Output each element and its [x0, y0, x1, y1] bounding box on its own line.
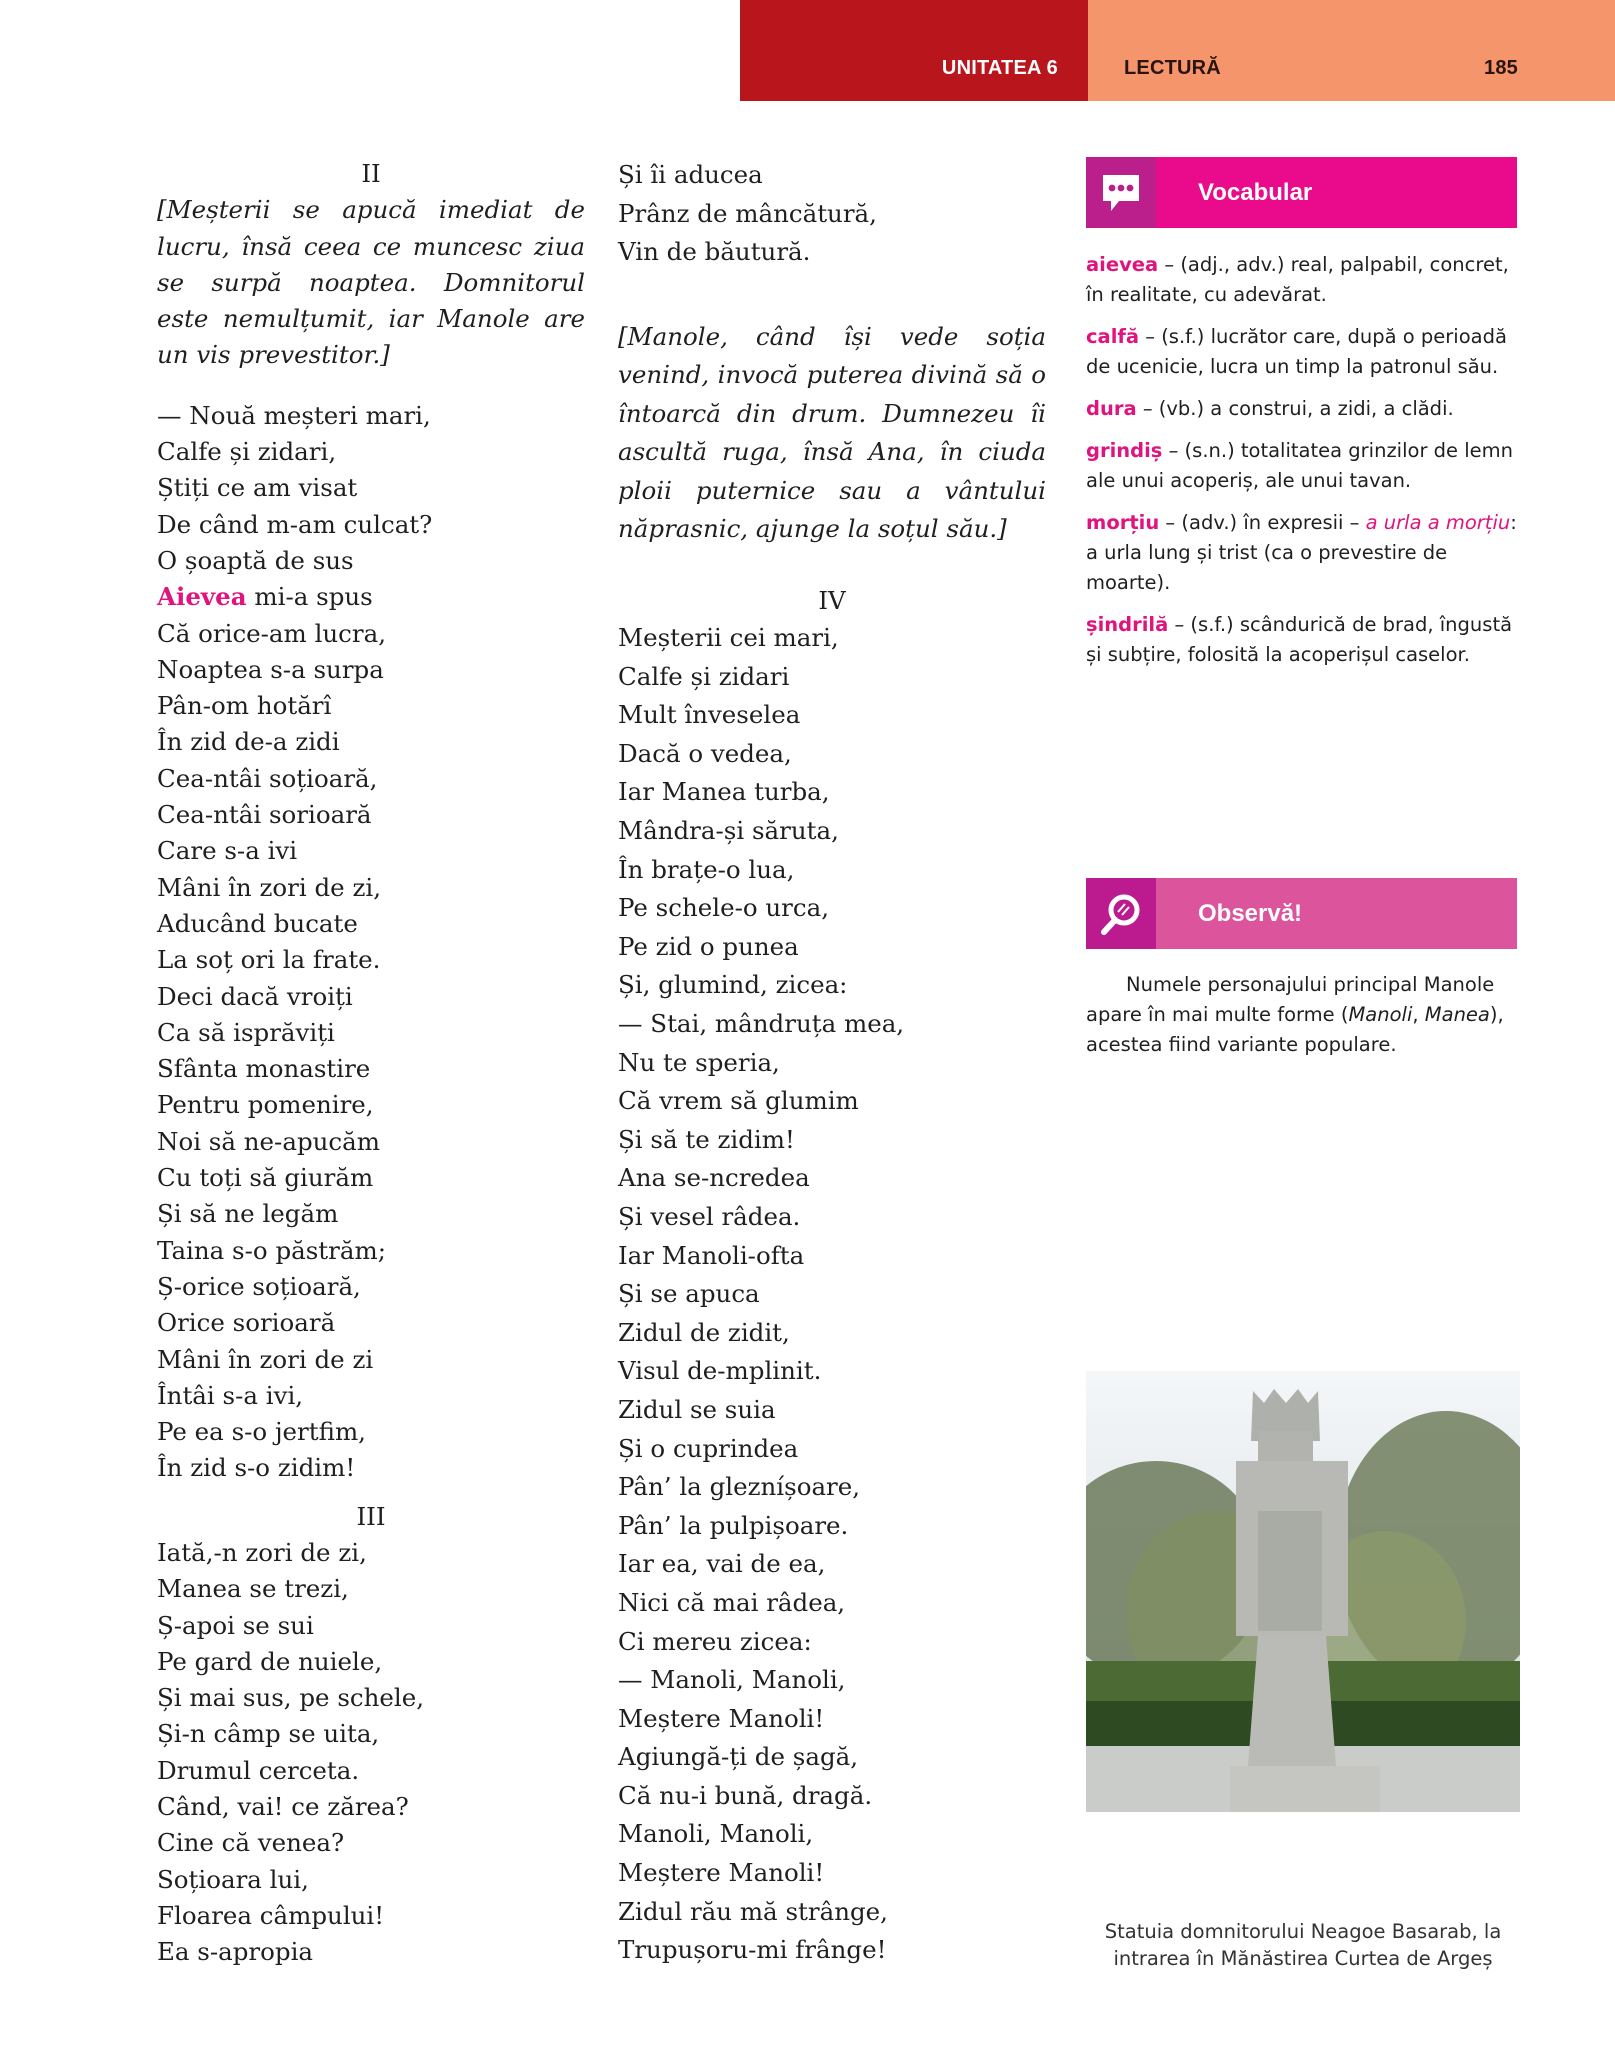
- vocab-term: dura: [1086, 397, 1137, 420]
- part3-verses: [157, 1535, 585, 1971]
- verse-line: Mâni în zori de zi: [157, 1344, 374, 1374]
- verse-line: Zidul rău mă strânge,: [618, 1896, 888, 1926]
- verse-line: Mâni în zori de zi,: [157, 872, 381, 902]
- header-section-label: LECTURĂ: [1124, 57, 1221, 79]
- observe-text-part: Numele personajului principal Manole apare în mai multe forme (: [1086, 973, 1495, 1026]
- part2-verses-b: [157, 616, 585, 1487]
- vocabulary-list: [1086, 250, 1522, 682]
- verse-line: În brațe-o lua,: [618, 854, 795, 884]
- verse-line: Prânz de mâncătură,: [618, 198, 877, 228]
- verse-line: Ana se-ncredea: [618, 1163, 810, 1193]
- verse-line: Ș-apoi se sui: [157, 1610, 314, 1640]
- observe-title: Observă!: [1156, 878, 1517, 949]
- vocab-expression: a urla a morțiu: [1365, 511, 1511, 534]
- verse-line: Iar Manea turba,: [618, 777, 830, 807]
- verse-line: Cea-ntâi soțioară,: [157, 763, 378, 793]
- vocab-highlight-aievea[interactable]: Aievea: [157, 582, 247, 612]
- statue-illustration: [1086, 1371, 1520, 1812]
- verse-line: Noi să ne-apucăm: [157, 1126, 380, 1156]
- observe-text-part: ), acestea fiind variante populare.: [1086, 1003, 1504, 1056]
- vocab-definition: : a urla lung și trist (ca o prevestire de moarte).: [1086, 511, 1517, 594]
- verse-line: Trupușoru-mi frânge!: [618, 1935, 887, 1965]
- vocab-definition: – (adv.) în expresii –: [1159, 511, 1366, 534]
- header-section-band: [1088, 0, 1615, 101]
- verse-line: Zidul de zidit,: [618, 1317, 790, 1347]
- verse-line: Aducând bucate: [157, 908, 358, 938]
- vocab-definition: – (s.n.) totalitatea grinzilor de lemn ale unui acoperiș, ale unui tavan.: [1086, 439, 1514, 492]
- verse-line: Că nu-i bună, dragă.: [618, 1780, 873, 1810]
- verse-line: Pe gard de nuiele,: [157, 1646, 383, 1676]
- vocab-definition: – (s.f.) lucrător care, după o perioadă de ucenicie, lucra un timp la patronul său.: [1086, 325, 1507, 378]
- vocab-entry-sindrila: [1086, 610, 1522, 670]
- verse-line: Pe zid o punea: [618, 931, 799, 961]
- verse-line: Calfe și zidari: [618, 661, 790, 691]
- verse-line: Meșterii cei mari,: [618, 623, 839, 653]
- verse-line: — Stai, mândruța mea,: [618, 1009, 905, 1039]
- verse-line: Pe ea s-o jertfim,: [157, 1417, 366, 1447]
- verse-line: Și mai sus, pe schele,: [157, 1683, 425, 1713]
- verse-line: Pân’ la pulpișoare.: [618, 1510, 849, 1540]
- vocab-definition: – (adj., adv.) real, palpabil, concret, în realitate, cu adevărat.: [1086, 253, 1509, 306]
- verse-line: Că vrem să glumim: [618, 1086, 859, 1116]
- verse-line: Meștere Manoli!: [618, 1703, 825, 1733]
- part-numeral-iii: III: [356, 1501, 386, 1531]
- vocab-definition: – (s.f.) scândurică de brad, îngustă și subțire, folosită la acoperișul caselor.: [1086, 613, 1513, 666]
- verse-line: Mult înveselea: [618, 700, 801, 730]
- verse-line: O șoaptă de sus: [157, 545, 354, 575]
- verse-line: Întâi s-a ivi,: [157, 1380, 304, 1410]
- vocab-term: grindiș: [1086, 439, 1163, 462]
- verse-line: Și o cuprindea: [618, 1433, 799, 1463]
- verse-line-highlight: [157, 579, 585, 615]
- header-unit-label: UNITATEA 6: [941, 57, 1058, 79]
- verse-line: Zidul se suia: [618, 1394, 776, 1424]
- verse-line: Iar Manoli-ofta: [618, 1240, 805, 1270]
- verse-line: Dacă o vedea,: [618, 738, 792, 768]
- verse-line: Când, vai! ce zărea?: [157, 1792, 409, 1822]
- verse-line: Pentru pomenire,: [157, 1090, 374, 1120]
- verse-line: Cine că venea?: [157, 1828, 345, 1858]
- verse-line: Deci dacă vroiți: [157, 981, 353, 1011]
- name-form-manea: Manea: [1424, 1003, 1490, 1026]
- vocab-entry-grindis: [1086, 436, 1522, 496]
- verse-line: Cea-ntâi sorioară: [157, 800, 372, 830]
- verse-line: Ea s-apropia: [157, 1937, 314, 1967]
- vocab-entry-aievea: [1086, 250, 1522, 310]
- verse-line: Pân-om hotărî: [157, 691, 332, 721]
- verse-line: Ș-orice soțioară,: [157, 1271, 361, 1301]
- verse-line: De când m-am culcat?: [157, 509, 433, 539]
- verse-line: Iar ea, vai de ea,: [618, 1549, 826, 1579]
- verse-line: Că orice-am lucra,: [157, 618, 387, 648]
- verse-line: În zid de-a zidi: [157, 727, 340, 757]
- verse-line: Floarea câmpului!: [157, 1900, 385, 1930]
- verse-line: Soțioara lui,: [157, 1864, 309, 1894]
- verse-line: Mândra-și săruta,: [618, 816, 839, 846]
- part2-verses-a: [157, 398, 585, 579]
- verse-line: Și să te zidim!: [618, 1124, 795, 1154]
- part3-verses-cont: [618, 156, 1046, 272]
- vocabulary-header: [1086, 157, 1517, 228]
- verse-line: Visul de-mplinit.: [618, 1356, 822, 1386]
- statue-photo: [1086, 1371, 1520, 1812]
- separator: ,: [1412, 1003, 1425, 1026]
- verse-line: Nici că mai râdea,: [618, 1587, 846, 1617]
- verse-line: Știți ce am visat: [157, 473, 358, 503]
- name-form-manoli: Manoli: [1348, 1003, 1413, 1026]
- verse-line: Agiungă-ți de șagă,: [618, 1742, 859, 1772]
- verse-line: Cu toți să giurăm: [157, 1163, 374, 1193]
- vocab-entry-dura: [1086, 394, 1522, 424]
- verse-line: În zid s-o zidim!: [157, 1453, 356, 1483]
- part2-summary: [Meșterii se apucă imediat de lucru, însă ceea ce muncesc ziua se surpă noaptea. Domnitorul este nemulțumit, iar Manole are un vis prevestitor.]: [157, 195, 585, 370]
- verse-line: Noaptea s-a surpa: [157, 654, 384, 684]
- verse-line: Calfe și zidari,: [157, 437, 337, 467]
- poem-column-1: [157, 156, 585, 1971]
- verse-line: Care s-a ivi: [157, 836, 298, 866]
- caption-line-2: intrarea în Mănăstirea Curtea de Argeș: [1113, 1947, 1493, 1970]
- page-number: 185: [1484, 57, 1518, 79]
- verse-line: Meștere Manoli!: [618, 1858, 825, 1888]
- part3-summary: [Manole, când își vede soția venind, invocă puterea divină să o întoarcă din drum. Dumnezeu îi ascultă ruga, însă Ana, în ciuda ploii puternice sau a vântului năprasnic, ajunge la soțul său.]: [618, 321, 1046, 544]
- part4-verses: [618, 619, 1046, 1970]
- vocab-term: calfă: [1086, 325, 1140, 348]
- photo-caption: [1080, 1918, 1526, 1972]
- verse-line: Și-n câmp se uita,: [157, 1719, 380, 1749]
- verse-line: Nu te speria,: [618, 1047, 780, 1077]
- verse-line: La soț ori la frate.: [157, 945, 381, 975]
- verse-line: — Manoli, Manoli,: [618, 1665, 846, 1695]
- header-unit-band: [740, 0, 1088, 101]
- verse-line: — Nouă meșteri mari,: [157, 400, 431, 430]
- verse-line: Și îi aducea: [618, 160, 763, 189]
- verse-line: Și, glumind, zicea:: [618, 970, 848, 1000]
- verse-line: Orice sorioară: [157, 1308, 336, 1338]
- verse-text: mi-a spus: [246, 582, 373, 612]
- verse-line: Drumul cerceta.: [157, 1755, 360, 1785]
- vocab-term: șindrilă: [1086, 613, 1169, 636]
- verse-line: Pe schele-o urca,: [618, 893, 830, 923]
- verse-line: Manea se trezi,: [157, 1574, 349, 1604]
- poem-column-2: [618, 156, 1046, 1970]
- vocab-definition: – (vb.) a construi, a zidi, a clădi.: [1136, 397, 1454, 420]
- verse-line: Taina s-o păstrăm;: [157, 1235, 386, 1265]
- vocab-term: aievea: [1086, 253, 1159, 276]
- verse-line: Și se apuca: [618, 1279, 760, 1309]
- magnifier-icon: [1086, 878, 1156, 949]
- verse-line: Și să ne legăm: [157, 1199, 339, 1229]
- verse-line: Manoli, Manoli,: [618, 1819, 814, 1849]
- verse-line: Iată,-n zori de zi,: [157, 1537, 367, 1567]
- verse-line: Pân’ la glezníșoare,: [618, 1472, 861, 1502]
- verse-line: Și vesel râdea.: [618, 1201, 801, 1231]
- caption-line-1: Statuia domnitorului Neagoe Basarab, la: [1104, 1920, 1502, 1943]
- verse-line: Vin de băutură.: [618, 237, 811, 267]
- observe-text: [1086, 970, 1522, 1060]
- vocab-entry-calfa: [1086, 322, 1522, 382]
- vocab-entry-mortiu: [1086, 508, 1522, 598]
- verse-line: Ca să isprăviți: [157, 1017, 335, 1047]
- part-numeral-ii: II: [361, 159, 381, 188]
- verse-line: Sfânta monastire: [157, 1054, 371, 1084]
- speech-bubble-icon: [1086, 157, 1156, 228]
- observe-header: [1086, 878, 1517, 949]
- vocabulary-title: Vocabular: [1156, 157, 1517, 228]
- verse-line: Ci mereu zicea:: [618, 1626, 812, 1656]
- part-numeral-iv: IV: [818, 585, 846, 615]
- vocab-term: morțiu: [1086, 511, 1160, 534]
